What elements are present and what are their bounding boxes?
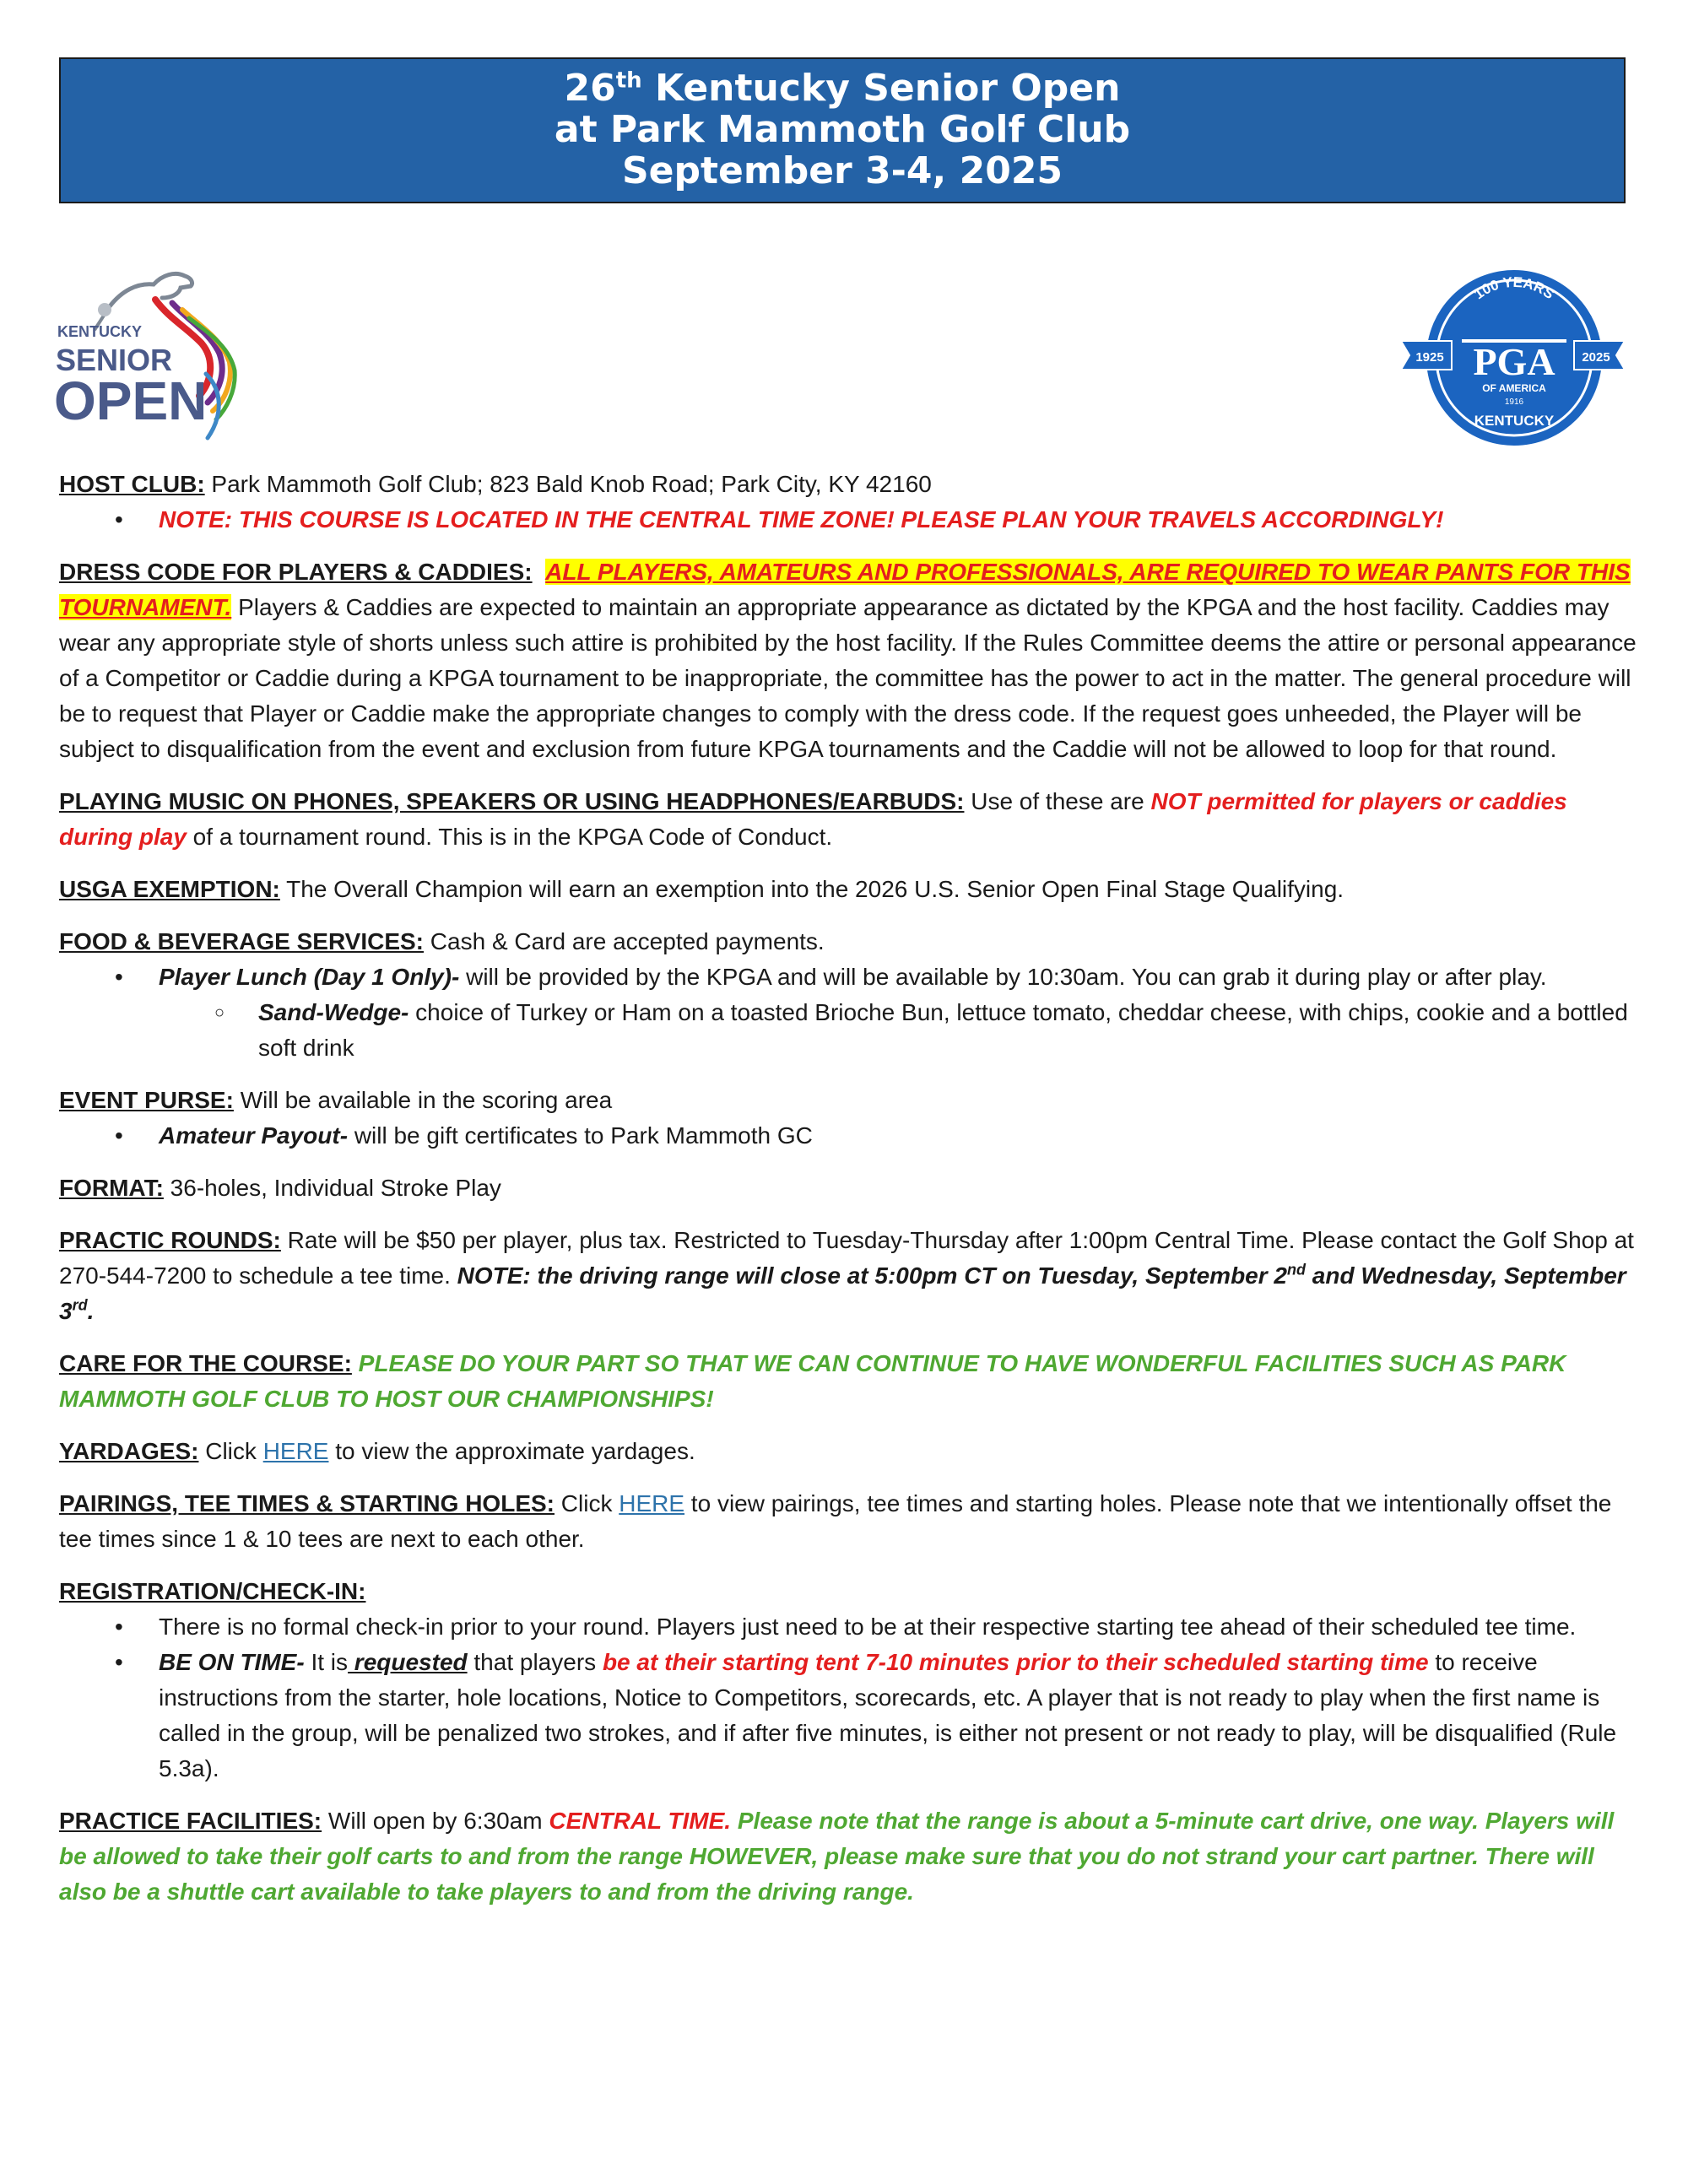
pga-arc-text: 100 YEARS bbox=[1470, 273, 1557, 303]
pairings-label: PAIRINGS, TEE TIMES & STARTING HOLES: bbox=[59, 1490, 555, 1516]
dress-code-text: Players & Caddies are expected to maintain an appropriate appearance as dictated by the KPGA and the host facility. Caddies may wear any appropriate style of shorts unless such attire is prohibited by the host facility. If the Rules Committee deems the attire or personal appearance of a Competitor or Caddie during a KPGA tournament to be inappropriate, the committee has the power to act in the matter. The general procedure will be to request that Player or Caddie make the appropriate changes to comply with the dress code. If the request goes unheeded, the Player will be subject to disqualification from the event and exclusion from future KPGA tournaments and the Caddie will not be allowed to loop for that round. bbox=[59, 594, 1637, 762]
pga-left-year: 1925 bbox=[1415, 350, 1444, 365]
dress-code-label: DRESS CODE FOR PLAYERS & CADDIES: bbox=[59, 559, 533, 585]
title-line-2: at Park Mammoth Golf Club bbox=[554, 108, 1131, 151]
host-club-section bbox=[59, 467, 1637, 538]
dress-code-section bbox=[59, 554, 1637, 767]
title-banner bbox=[59, 57, 1626, 203]
pga-est: 1916 bbox=[1504, 397, 1524, 407]
registration-label: REGISTRATION/CHECK-IN: bbox=[59, 1578, 366, 1604]
practice-rounds-section: PRACTIC ROUNDS: Rate will be $50 per player, plus tax. Restricted to Tuesday-Thursday after 1:00pm Central Time. Please contact the Golf Shop at 270-544-7200 to schedule a tee time. NOTE: the driving range will close at 5:00pm CT on Tuesday, September 2nd and Wednesday, September 3rd. bbox=[59, 1227, 1634, 1324]
title-line-1: 26th Kentucky Senior Open bbox=[564, 67, 1121, 110]
purse-section: EVENT PURSE: Will be available in the scoring area • Amateur Payout- will be gift certificates to Park Mammoth GC bbox=[59, 1083, 1637, 1154]
amateur-payout-item: • Amateur Payout- will be gift certificates to Park Mammoth GC bbox=[59, 1118, 1637, 1154]
music-restriction: NOT permitted for players or caddies during play bbox=[59, 788, 1567, 850]
usga-text: The Overall Champion will earn an exemption into the 2026 U.S. Senior Open Final Stage Qualifying. bbox=[279, 876, 1344, 902]
pga-center-text: PGA bbox=[1473, 340, 1555, 383]
host-note-item bbox=[59, 502, 1637, 538]
music-section: PLAYING MUSIC ON PHONES, SPEAKERS OR USING HEADPHONES/EARBUDS: Use of these are NOT permitted for players or caddies during play of a tournament round. This is in the KPGA Code of Conduct. bbox=[59, 788, 1567, 850]
document-body bbox=[59, 467, 1637, 1927]
usga-section bbox=[59, 872, 1637, 907]
yardages-label: YARDAGES: bbox=[59, 1438, 199, 1464]
dress-code-highlight: ALL PLAYERS, AMATEURS AND PROFESSIONALS, ARE REQUIRED TO WEAR PANTS FOR THIS TOURNAMENT. bbox=[59, 559, 1631, 620]
format-section: FORMAT: 36-holes, Individual Stroke Play bbox=[59, 1175, 501, 1201]
practice-facilities-label: PRACTICE FACILITIES: bbox=[59, 1808, 322, 1834]
care-section bbox=[59, 1346, 1637, 1417]
driving-range-note: NOTE: the driving range will close at 5:00pm CT on Tuesday, September 2nd and Wednesday, September 3rd. bbox=[59, 1261, 1626, 1324]
sand-wedge-item: ○ Sand-Wedge- choice of Turkey or Ham on a toasted Brioche Bun, lettuce tomato, cheddar cheese, with chips, cookie and a bottled soft drink bbox=[59, 995, 1637, 1066]
player-lunch-item: • Player Lunch (Day 1 Only)- will be provided by the KPGA and will be available by 10:30am. You can grab it during play or after play. bbox=[59, 960, 1637, 995]
title-line-3: September 3-4, 2025 bbox=[621, 149, 1063, 192]
pairings-section: PAIRINGS, TEE TIMES & STARTING HOLES: Click HERE to view pairings, tee times and starting holes. Please note that we intentionally offset the tee times since 1 & 10 tees are next to each other. bbox=[59, 1490, 1612, 1552]
usga-label: USGA EXEMPTION: bbox=[59, 876, 280, 902]
registration-item-2: • BE ON TIME- It is requested that players be at their starting tent 7-10 minutes prior to their scheduled starting time to receive instructions from the starter, hole locations, Notice to Competitors, scorecards, etc. A player that is not ready to play when the first name is called in the group, will be penalized two strokes, and if after five minutes, is either not present or not ready to play, will be disqualified (Rule 5.3a). bbox=[59, 1645, 1637, 1787]
host-club-text: Park Mammoth Golf Club; 823 Bald Knob Road; Park City, KY 42160 bbox=[204, 471, 932, 497]
pga-region: KENTUCKY bbox=[1474, 413, 1555, 429]
host-note: NOTE: THIS COURSE IS LOCATED IN THE CENTRAL TIME ZONE! PLEASE PLAN YOUR TRAVELS ACCORDINGLY! bbox=[159, 506, 1444, 532]
registration-item-1: • There is no formal check-in prior to your round. Players just need to be at their respective starting tee ahead of their scheduled tee time. bbox=[59, 1609, 1637, 1645]
kso-text-kentucky: KENTUCKY bbox=[57, 323, 143, 340]
practice-facilities-section: PRACTICE FACILITIES: Will open by 6:30am CENTRAL TIME. Please note that the range is about a 5-minute cart drive, one way. Players will be allowed to take their golf carts to and from the range HOWEVER, please make sure that you do not strand your cart partner. There will also be a shuttle cart available to take players to and from the driving range. bbox=[59, 1808, 1615, 1905]
host-club-label: HOST CLUB: bbox=[59, 471, 205, 497]
pga-right-year: 2025 bbox=[1582, 350, 1610, 365]
kso-text-senior: SENIOR bbox=[56, 343, 173, 377]
registration-section bbox=[59, 1574, 1637, 1787]
care-text: PLEASE DO YOUR PART SO THAT WE CAN CONTINUE TO HAVE WONDERFUL FACILITIES SUCH AS PARK MAMMOTH GOLF CLUB TO HOST OUR CHAMPIONSHIPS! bbox=[59, 1350, 1566, 1412]
practice-rounds-label: PRACTIC ROUNDS: bbox=[59, 1227, 281, 1253]
format-label: FORMAT: bbox=[59, 1175, 164, 1201]
kentucky-senior-open-logo bbox=[54, 247, 265, 450]
pairings-link[interactable]: HERE bbox=[619, 1490, 685, 1516]
kso-text-open: OPEN bbox=[54, 370, 208, 431]
music-label: PLAYING MUSIC ON PHONES, SPEAKERS OR USING HEADPHONES/EARBUDS: bbox=[59, 788, 965, 814]
food-label: FOOD & BEVERAGE SERVICES: bbox=[59, 928, 425, 954]
purse-label: EVENT PURSE: bbox=[59, 1087, 234, 1113]
yardages-link[interactable]: HERE bbox=[262, 1438, 329, 1464]
yardages-section: YARDAGES: Click HERE to view the approximate yardages. bbox=[59, 1438, 695, 1464]
pga-100-years-logo bbox=[1401, 265, 1625, 451]
pga-of-america: OF AMERICA bbox=[1482, 382, 1546, 394]
care-label: CARE FOR THE COURSE: bbox=[59, 1350, 352, 1376]
food-section: FOOD & BEVERAGE SERVICES: Cash & Card are accepted payments. • Player Lunch (Day 1 Only)- will be provided by the KPGA and will be available by 10:30am. You can grab it during play or after play. ○ Sand-Wedge- choice of Turkey or Ham on a toasted Brioche Bun, lettuce tomato, cheddar cheese, with chips, cookie and a bottled soft drink bbox=[59, 924, 1637, 1066]
